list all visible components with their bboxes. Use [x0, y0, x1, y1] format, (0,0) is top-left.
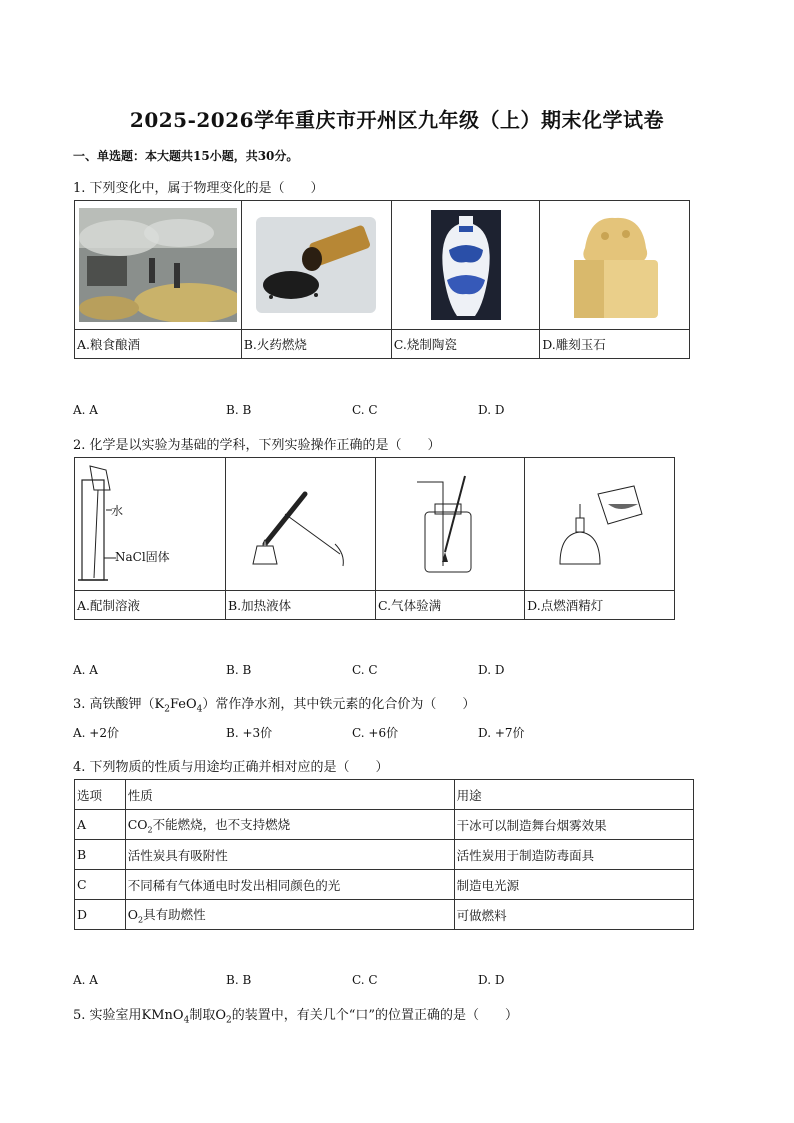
q3-stem-sub: 4	[196, 704, 203, 715]
table-row	[75, 840, 694, 870]
q4-header-property: 性质	[125, 780, 454, 810]
dissolving-diagram	[76, 460, 224, 588]
q4-row-property: 活性炭具有吸附性	[125, 840, 454, 870]
q3-option-c[interactable]: C. +6价	[352, 726, 399, 740]
q3-stem-sub: 2	[164, 704, 170, 715]
q3-stem-part: FeO	[169, 697, 197, 712]
q4-row-property	[125, 900, 454, 930]
question-1-table	[74, 200, 690, 359]
question-2-table	[74, 457, 675, 620]
q4-row-option: C	[75, 870, 126, 900]
q4-option-d[interactable]: D. D	[478, 973, 505, 987]
q4-option-c[interactable]: C. C	[352, 973, 378, 987]
q1-image-c	[391, 201, 539, 330]
question-2-options	[73, 663, 713, 679]
q2-option-c[interactable]: C. C	[352, 663, 378, 677]
q4-option-a[interactable]: A. A	[73, 973, 98, 987]
question-4-table	[74, 779, 694, 930]
q5-stem-part: 制取O	[189, 1008, 226, 1023]
q2-option-d[interactable]: D. D	[478, 663, 505, 677]
q3-option-b[interactable]: B. +3价	[226, 726, 273, 740]
q3-stem-part: ）常作净水剂，其中铁元素的化合价为（ ）	[202, 697, 476, 712]
q1-image-d	[540, 201, 690, 330]
q3-option-a[interactable]: A. +2价	[73, 726, 119, 740]
q5-stem-sub: 2	[226, 1015, 232, 1026]
water-label: 水	[111, 504, 124, 518]
q5-stem-part: 的装置中，有关几个“口”的位置正确的是（ ）	[231, 1008, 519, 1023]
q5-stem-sub: 4	[183, 1015, 190, 1026]
q3-stem-part: 3. 高铁酸钾（K	[73, 697, 165, 712]
q4-row-option: B	[75, 840, 126, 870]
question-1-options	[73, 403, 713, 419]
q1-caption-b: B.火药燃烧	[241, 330, 391, 359]
q2-image-c	[376, 458, 525, 591]
page-title: 2025-2026学年重庆市开州区九年级（上）期末化学试卷	[129, 108, 665, 132]
question-3-options	[73, 724, 713, 740]
q2-image-a	[75, 458, 226, 591]
q4-header-use: 用途	[454, 780, 693, 810]
q1-option-d[interactable]: D. D	[478, 403, 505, 417]
question-3-stem	[73, 693, 475, 715]
question-1-stem: 1. 下列变化中，属于物理变化的是（ ）	[73, 181, 324, 196]
gunpowder-photo	[256, 217, 376, 313]
q2-option-a[interactable]: A. A	[73, 663, 98, 677]
q4-row-use: 可做燃料	[454, 900, 693, 930]
q2-option-b[interactable]: B. B	[226, 663, 252, 677]
q1-option-b[interactable]: B. B	[226, 403, 252, 417]
question-5-stem	[73, 1004, 518, 1026]
question-2-stem: 2. 化学是以实验为基础的学科，下列实验操作正确的是（ ）	[73, 438, 441, 453]
table-row	[75, 810, 694, 840]
q2-caption-d: D.点燃酒精灯	[525, 591, 675, 620]
q2-caption-a: A.配制溶液	[75, 591, 226, 620]
q4-row-property: 不同稀有气体通电时发出相同颜色的光	[125, 870, 454, 900]
property-text: 不能燃烧，也不支持燃烧	[152, 816, 291, 832]
q4-row-option: D	[75, 900, 126, 930]
q3-option-d[interactable]: D. +7价	[478, 726, 525, 740]
alcohol-lamp-diagram	[550, 474, 650, 574]
gas-test-diagram	[415, 472, 485, 576]
brewing-photo	[79, 208, 237, 322]
q4-option-b[interactable]: B. B	[226, 973, 252, 987]
section-heading: 一、单选题：本大题共15小题，共30分。	[73, 149, 299, 163]
q2-caption-c: C.气体验满	[376, 591, 525, 620]
q4-header-option: 选项	[75, 780, 126, 810]
jade-seal-photo	[560, 208, 670, 322]
property-text: 具有助燃性	[143, 906, 206, 922]
q4-row-option: A	[75, 810, 126, 840]
q1-image-b	[241, 201, 391, 330]
q1-caption-c: C.烧制陶瓷	[391, 330, 539, 359]
table-row	[75, 870, 694, 900]
q4-row-property	[125, 810, 454, 840]
property-sub: 2	[137, 915, 144, 925]
q1-image-a	[75, 201, 242, 330]
heating-liquid-diagram	[245, 474, 355, 574]
q2-image-d	[525, 458, 675, 591]
q4-row-use: 制造电光源	[454, 870, 693, 900]
nacl-label: NaCl固体	[115, 550, 170, 564]
property-text: O	[127, 906, 138, 922]
porcelain-vase-photo	[431, 210, 501, 320]
question-4-options	[73, 973, 713, 989]
q1-option-a[interactable]: A. A	[73, 403, 98, 417]
q2-caption-b: B.加热液体	[225, 591, 375, 620]
q4-row-use: 活性炭用于制造防毒面具	[454, 840, 693, 870]
question-4-stem: 4. 下列物质的性质与用途均正确并相对应的是（ ）	[73, 760, 389, 775]
table-row	[75, 900, 694, 930]
q1-option-c[interactable]: C. C	[352, 403, 378, 417]
property-sub: 2	[147, 825, 153, 835]
q1-caption-d: D.雕刻玉石	[540, 330, 690, 359]
property-text: CO	[127, 816, 148, 832]
q5-stem-part: 5. 实验室用KMnO	[73, 1008, 184, 1023]
q4-row-use: 干冰可以制造舞台烟雾效果	[454, 810, 693, 840]
q1-caption-a: A.粮食酿酒	[75, 330, 242, 359]
q2-image-b	[225, 458, 375, 591]
